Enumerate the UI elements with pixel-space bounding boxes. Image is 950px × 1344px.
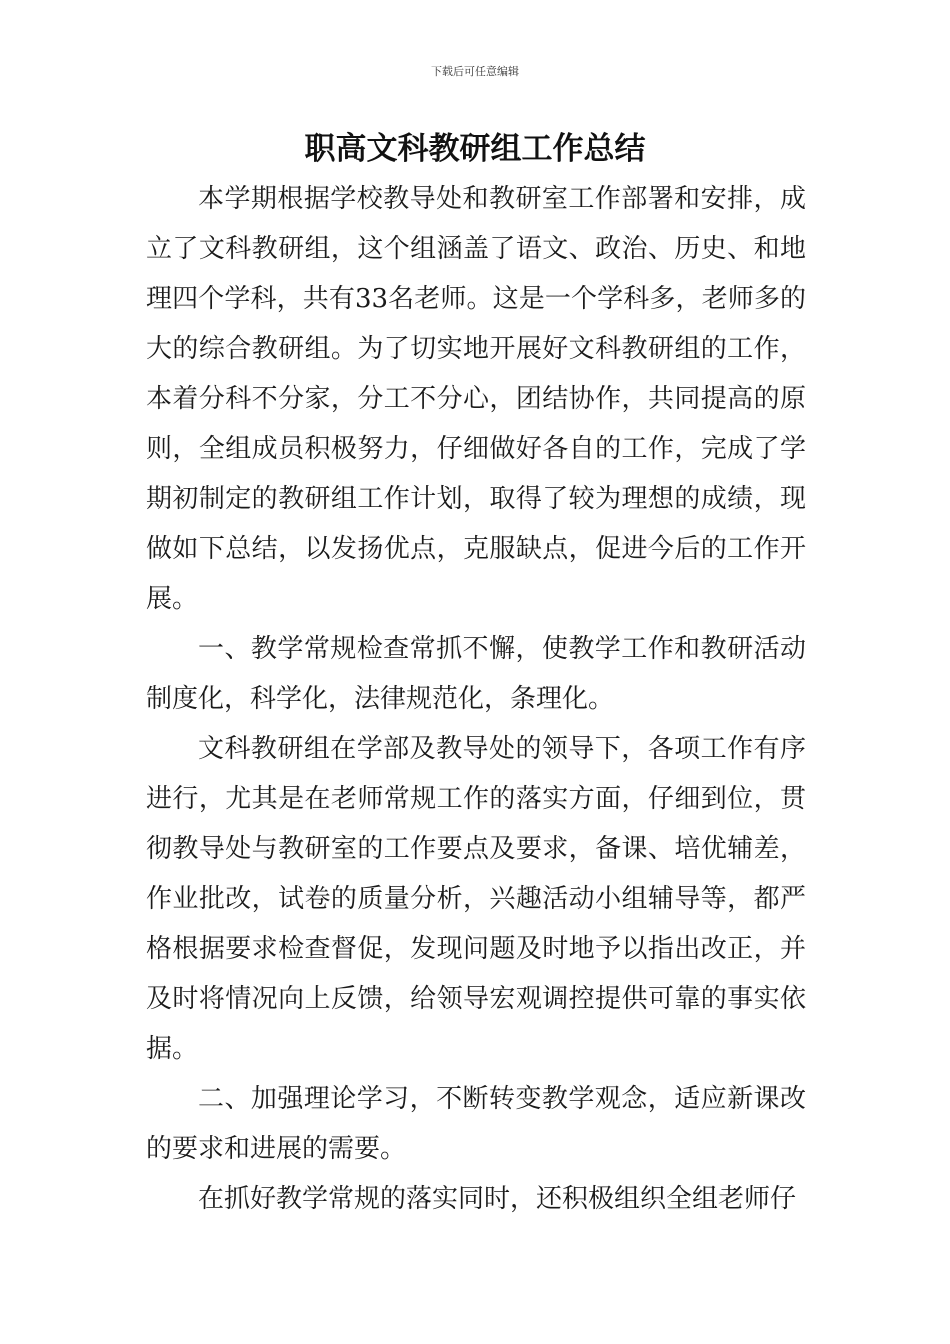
paragraph-section-2: 在抓好教学常规的落实同时，还积极组织全组老师仔 (198, 1184, 797, 1214)
section-heading-1: 一、教学常规检查常抓不懈，使教学工作和教研活动制度化，科学化，法律规范化，条理化。 (146, 634, 806, 714)
document-title: 职高文科教研组工作总结 (304, 131, 646, 167)
paragraph-section-1: 文科教研组在学部及教导处的领导下，各项工作有序进行，尤其是在老师常规工作的落实方面，仔细到位，贯彻教导处与教研室的工作要点及要求，备课、培优辅差，作业批改，试卷的质量分析，兴趣活动小组辅导等，都严格根据要求检查督促，发现问题及时地予以指出改正，并及时将情况向上反馈，给领导宏观调控提供可靠的事实依据。 (146, 734, 806, 1064)
section-heading-2: 二、加强理论学习，不断转变教学观念，适应新课改的要求和进展的需要。 (146, 1084, 806, 1164)
header-note: 下载后可任意编辑 (431, 65, 519, 78)
document-body (146, 174, 806, 1224)
paragraph-intro: 本学期根据学校教导处和教研室工作部署和安排，成立了文科教研组，这个组涵盖了语文、政治、历史、和地理四个学科，共有33名老师。这是一个学科多，老师多的大的综合教研组。为了切实地开展好文科教研组的工作，本着分科不分家，分工不分心，团结协作，共同提高的原则，全组成员积极努力，仔细做好各自的工作，完成了学期初制定的教研组工作计划，取得了较为理想的成绩，现做如下总结，以发扬优点，克服缺点，促进今后的工作开展。 (146, 184, 806, 614)
